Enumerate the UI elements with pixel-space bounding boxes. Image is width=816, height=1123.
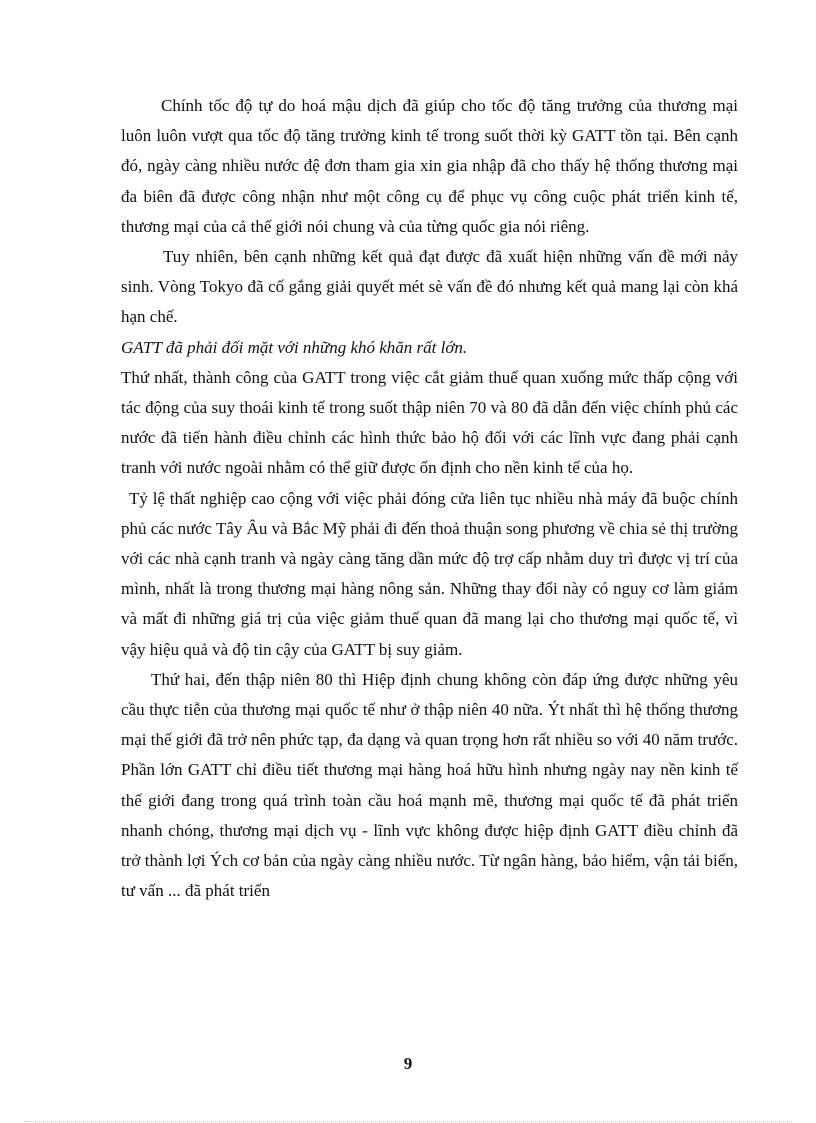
paragraph-difficulties-heading: GATT đã phải đối mặt với những khó khăn rất lớn. <box>121 337 468 357</box>
paragraph-trade-liberalization: Chính tốc độ tự do hoá mậu dịch đã giúp cho tốc độ tăng trưởng của thương mại luôn luôn vượt qua tốc độ tăng trưởng kinh tế trong suốt thời kỳ GATT tồn tại. Bên cạnh đó, ngày càng nhiều nước đệ đơn tham gia xin gia nhập đã cho thấy hệ thống thương mại đa biên đã được công nhận như một công cụ để phục vụ công cuộc phát triển kinh tế, thương mại của cả thế giới nói chung và của từng quốc gia nói riêng. <box>121 96 738 236</box>
paragraph-new-problems: Tuy nhiên, bên cạnh những kết quả đạt được đã xuất hiện những vấn đề mới nảy sinh. Vòng Tokyo đã cố gắng giải quyết mét sè vấn đề đó nhưng kết quả mang lại còn khá hạn chế. <box>121 247 738 327</box>
footer-divider <box>24 1121 792 1122</box>
page-number: 9 <box>403 1054 413 1073</box>
paragraph-first-point: Thứ nhất, thành công của GATT trong việc cắt giảm thuế quan xuống mức thấp cộng với tác động của suy thoái kinh tế trong suốt thập niên 70 và 80 đã dẫn đến việc chính phủ các nước đã tiến hành điều chỉnh các hình thức bảo hộ đối với các lĩnh vực đang phải cạnh tranh với nước ngoài nhằm có thể giữ được ổn định cho nền kinh tế của họ. <box>121 367 738 478</box>
paragraph-unemployment: Tỷ lệ thất nghiệp cao cộng với việc phải đóng cửa liên tục nhiều nhà máy đã buộc chính phủ các nước Tây Âu và Bắc Mỹ phải đi đến thoả thuận song phương về chia sẻ thị trường với các nhà cạnh tranh và ngày càng tăng dần mức độ trợ cấp nhằm duy trì được vị trí của mình, nhất là trong thương mại hàng nông sản. Những thay đổi này có nguy cơ làm giảm và mất đi những giá trị của việc giảm thuế quan đã mang lại cho thương mại quốc tế, vì vậy hiệu quả và độ tin cậy của GATT bị suy giảm. <box>121 488 738 659</box>
paragraph-second-point: Thứ hai, đến thập niên 80 thì Hiệp định chung không còn đáp ứng được những yêu cầu thực tiễn của thương mại quốc tế như ở thập niên 40 nữa. Ýt nhất thì hệ thống thương mại thế giới đã trở nên phức tạp, đa dạng và quan trọng hơn rất nhiều so với 40 năm trước. Phần lớn GATT chỉ điều tiết thương mại hàng hoá hữu hình nhưng ngày nay nền kinh tế thế giới đang trong quá trình toàn cầu hoá mạnh mẽ, thương mại quốc tế đã phát triển nhanh chóng, thương mại dịch vụ - lĩnh vực không được hiệp định GATT điều chỉnh đã trở thành lợi Ých cơ bản của ngày càng nhiều nước. Từ ngân hàng, bảo hiểm, vận tải biển, tư vấn ... đã phát triển <box>121 669 738 901</box>
body-text <box>121 91 738 906</box>
